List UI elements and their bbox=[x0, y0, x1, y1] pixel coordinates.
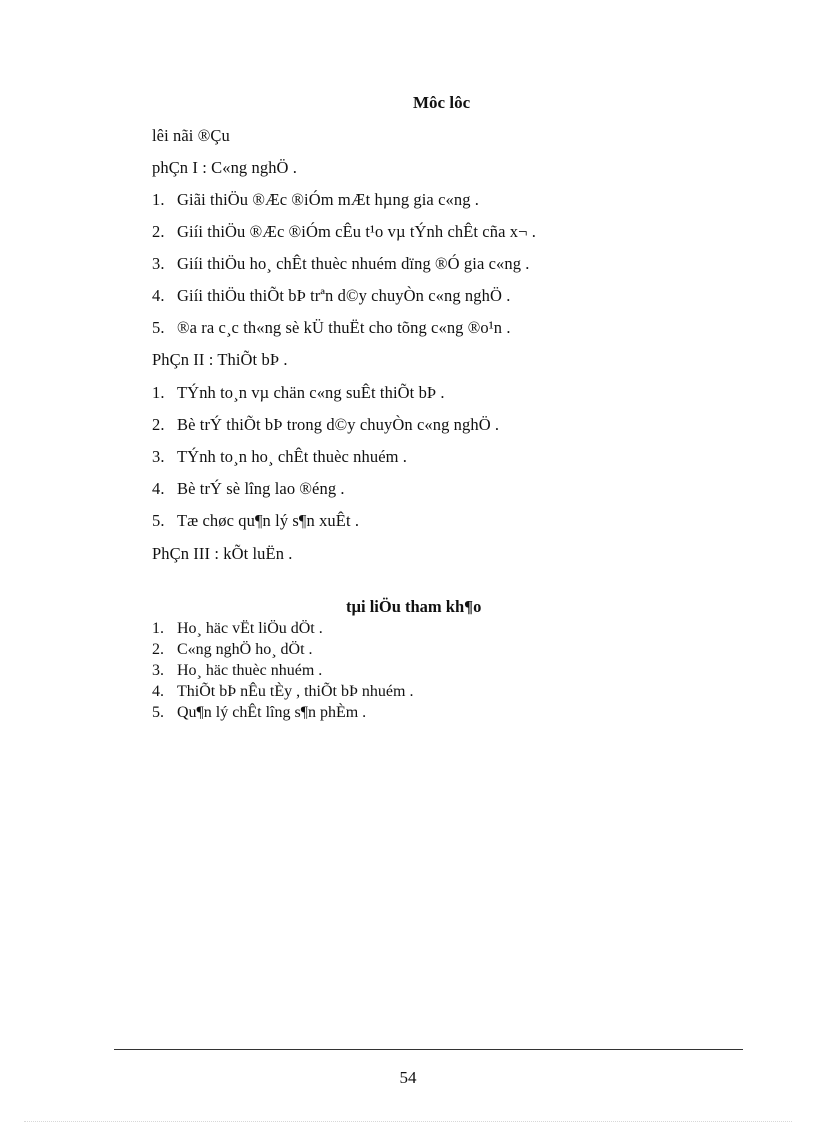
item-text: ThiÕt bÞ nÊu tÈy , thiÕt bÞ nhuém . bbox=[177, 683, 414, 700]
part2-item bbox=[152, 415, 499, 435]
item-text: Tæ chøc qu¶n lý s¶n xuÊt . bbox=[177, 511, 360, 530]
item-number: 2. bbox=[152, 641, 164, 658]
part2-item bbox=[152, 447, 407, 467]
page-bottom-border bbox=[24, 1121, 792, 1122]
reference-item bbox=[152, 662, 322, 680]
reference-item bbox=[152, 641, 313, 659]
reference-item bbox=[152, 683, 413, 701]
item-number: 1. bbox=[152, 383, 165, 402]
item-text: Giíi thiÖu thiÕt bÞ trªn d©y chuyÒn c«ng nghÖ . bbox=[177, 286, 511, 305]
item-number: 5. bbox=[152, 511, 165, 530]
part2-item bbox=[152, 511, 359, 531]
part1-item bbox=[152, 286, 510, 306]
toc-intro: lêi nãi ®Çu bbox=[152, 126, 230, 145]
item-text: Bè trÝ thiÕt bÞ trong d©y chuyÒn c«ng nghÖ . bbox=[177, 415, 500, 434]
item-number: 1. bbox=[152, 620, 164, 637]
item-text: ®a ra c¸c th«ng sè kÜ thuËt cho tõng c«ng ®o¹n . bbox=[177, 318, 511, 337]
item-text: Ho¸ häc vËt liÖu dÖt . bbox=[177, 620, 323, 637]
item-text: Bè trÝ sè lîng lao ®éng . bbox=[177, 479, 345, 498]
part1-heading: phÇn I : C«ng nghÖ . bbox=[152, 158, 298, 177]
part1-item bbox=[152, 254, 530, 274]
item-number: 4. bbox=[152, 683, 164, 700]
item-number: 3. bbox=[152, 254, 165, 273]
item-number: 1. bbox=[152, 190, 165, 209]
item-text: Giíi thiÖu ®Æc ®iÓm cÊu t¹o vµ tÝnh chÊt cña x¬ . bbox=[177, 222, 536, 241]
item-number: 5. bbox=[152, 318, 165, 337]
item-number: 4. bbox=[152, 479, 165, 498]
toc-title: Môc lôc bbox=[413, 93, 471, 112]
part1-item bbox=[152, 190, 479, 210]
item-number: 3. bbox=[152, 447, 165, 466]
item-text: Giãi thiÖu ®Æc ®iÓm mÆt hµng gia c«ng . bbox=[177, 190, 479, 209]
item-number: 4. bbox=[152, 286, 165, 305]
part2-item bbox=[152, 383, 445, 403]
references-title: tµi liÖu tham kh¶o bbox=[346, 597, 482, 616]
page-number: 54 bbox=[399, 1068, 417, 1087]
part3-heading: PhÇn III : kÕt luËn . bbox=[152, 544, 293, 563]
footer-divider bbox=[114, 1049, 743, 1050]
item-number: 2. bbox=[152, 415, 165, 434]
item-text: TÝnh to¸n vµ chän c«ng suÊt thiÕt bÞ . bbox=[177, 383, 445, 402]
item-text: Ho¸ häc thuèc nhuém . bbox=[177, 662, 323, 679]
item-text: Qu¶n lý chÊt lîng s¶n phÈm . bbox=[177, 704, 367, 721]
item-number: 2. bbox=[152, 222, 165, 241]
item-number: 5. bbox=[152, 704, 164, 721]
item-text: C«ng nghÖ ho¸ dÖt . bbox=[177, 641, 313, 658]
part2-heading: PhÇn II : ThiÕt bÞ . bbox=[152, 350, 288, 369]
item-text: Giíi thiÖu ho¸ chÊt thuèc nhuém dïng ®Ó gia c«ng . bbox=[177, 254, 530, 273]
item-text: TÝnh to¸n ho¸ chÊt thuèc nhuém . bbox=[177, 447, 408, 466]
item-number: 3. bbox=[152, 662, 164, 679]
part2-item bbox=[152, 479, 345, 499]
reference-item bbox=[152, 704, 366, 722]
reference-item bbox=[152, 620, 323, 638]
part1-item bbox=[152, 222, 536, 242]
part1-item bbox=[152, 318, 511, 338]
